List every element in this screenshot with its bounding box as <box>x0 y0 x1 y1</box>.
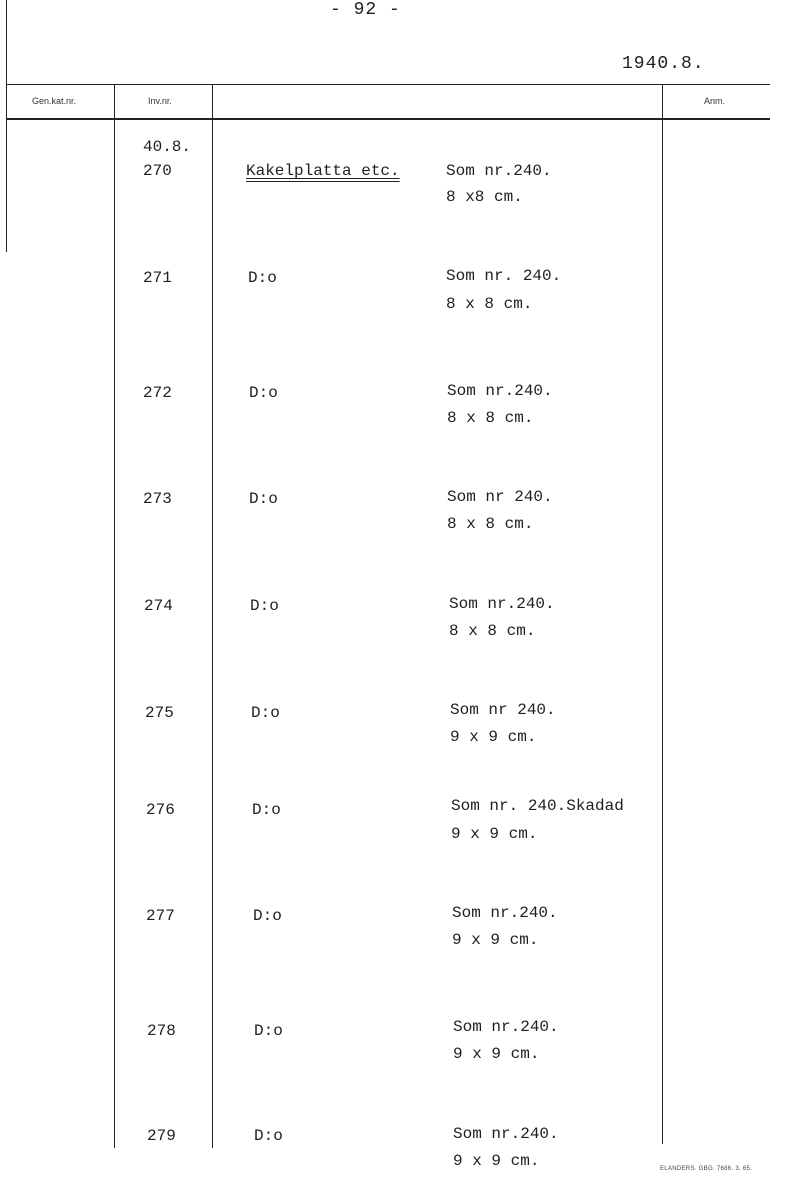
entry-inv-number: 271 <box>143 269 172 287</box>
header-bottom-rule <box>6 118 770 120</box>
anm-column-rule <box>662 84 663 1144</box>
entry-object: D:o <box>252 801 281 819</box>
entry-object: D:o <box>250 597 279 615</box>
entry-dimensions: 9 x 9 cm. <box>452 931 539 949</box>
entry-reference: Som nr. 240.Skadad <box>451 797 624 815</box>
entry-reference: Som nr.240. <box>452 904 558 922</box>
entry-inv-number: 277 <box>146 907 175 925</box>
entry-object: D:o <box>253 907 282 925</box>
entry-object: Kakelplatta etc. <box>246 162 400 180</box>
entry-object: D:o <box>254 1127 283 1145</box>
entry-object: D:o <box>248 269 277 287</box>
date-heading: 1940.8. <box>622 54 705 74</box>
entry-object: D:o <box>249 384 278 402</box>
page-number: - 92 - <box>330 0 401 20</box>
column-header-anm: Anm. <box>704 96 726 106</box>
entry-object: D:o <box>254 1022 283 1040</box>
entry-inv-number: 278 <box>147 1022 176 1040</box>
entry-reference: Som nr 240. <box>447 488 553 506</box>
column-header-inv: Inv.nr. <box>148 96 172 106</box>
header-top-rule <box>6 84 770 85</box>
entry-reference: Som nr.240. <box>446 162 552 180</box>
inv-column-left-rule <box>114 84 115 1148</box>
entry-dimensions: 9 x 9 cm. <box>453 1152 540 1170</box>
entry-reference: Som nr. 240. <box>446 267 562 285</box>
entry-dimensions: 9 x 9 cm. <box>451 825 538 843</box>
entry-dimensions: 9 x 9 cm. <box>450 728 537 746</box>
entry-reference: Som nr 240. <box>450 701 556 719</box>
entry-object: D:o <box>251 704 280 722</box>
entry-date: 40.8. <box>143 138 192 156</box>
entry-inv-number: 275 <box>145 704 174 722</box>
entry-dimensions: 8 x 8 cm. <box>446 295 533 313</box>
entry-dimensions: 8 x 8 cm. <box>447 515 534 533</box>
printer-mark: ELANDERS. GBG. 7686. 3. 65. <box>660 1166 753 1172</box>
entry-inv-number: 274 <box>144 597 173 615</box>
entry-reference: Som nr.240. <box>453 1018 559 1036</box>
entry-object: D:o <box>249 490 278 508</box>
entry-reference: Som nr.240. <box>449 595 555 613</box>
entry-reference: Som nr.240. <box>447 382 553 400</box>
left-margin-line <box>6 0 7 252</box>
entry-inv-number: 270 <box>143 162 172 180</box>
entry-inv-number: 273 <box>143 490 172 508</box>
entry-reference: Som nr.240. <box>453 1125 559 1143</box>
inv-column-right-rule <box>212 84 213 1148</box>
entry-dimensions: 8 x 8 cm. <box>449 622 536 640</box>
entry-dimensions: 8 x8 cm. <box>446 188 523 206</box>
entry-inv-number: 272 <box>143 384 172 402</box>
entry-inv-number: 276 <box>146 801 175 819</box>
column-header-gen-kat: Gen.kat.nr. <box>32 96 77 106</box>
entry-dimensions: 9 x 9 cm. <box>453 1045 540 1063</box>
entry-inv-number: 279 <box>147 1127 176 1145</box>
entry-dimensions: 8 x 8 cm. <box>447 409 534 427</box>
